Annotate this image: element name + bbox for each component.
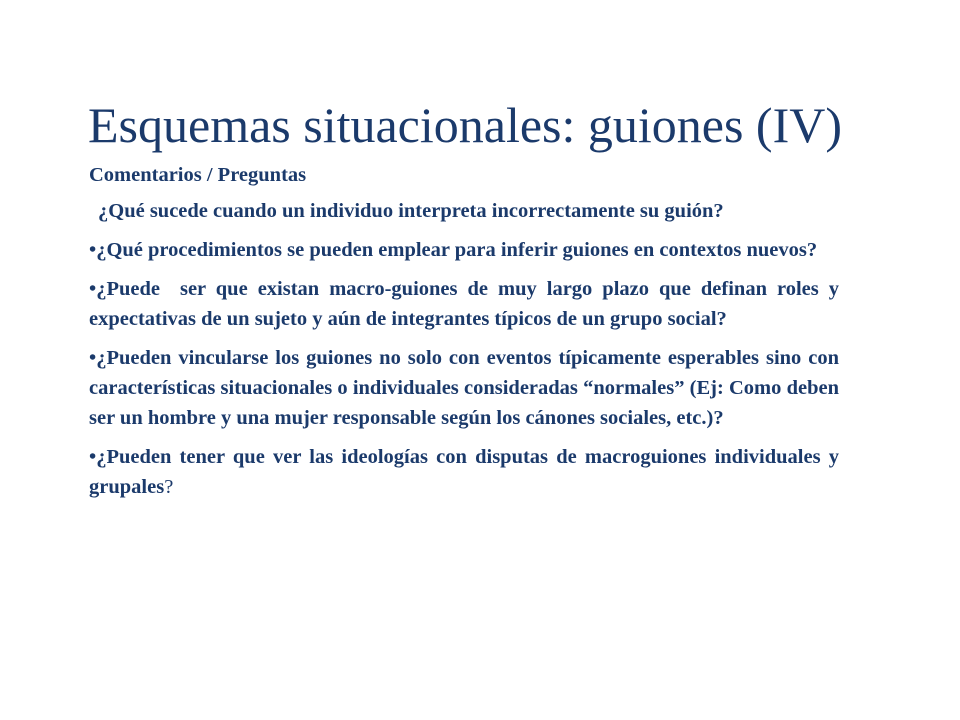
slide-content xyxy=(89,160,845,511)
question-item-2 xyxy=(89,235,839,265)
section-heading: Comentarios / Preguntas xyxy=(89,164,307,186)
question-text: ¿Qué procedimientos se pueden emplear para inferir guiones en contextos nuevos? xyxy=(96,239,818,261)
bullet: • xyxy=(89,278,97,300)
bullet: • xyxy=(89,239,97,261)
question-text: ¿Puede ser que existan macro-guiones de muy largo plazo que definan roles y expectativas de un sujeto y aún de integrantes típicos de un grupo social? xyxy=(89,278,845,330)
bullet: • xyxy=(89,446,97,468)
question-item-3 xyxy=(89,274,845,334)
bullet: • xyxy=(89,347,97,369)
question-item-1 xyxy=(89,196,839,226)
question-item-4 xyxy=(89,343,839,433)
question-item-5 xyxy=(89,442,839,502)
question-mark: ? xyxy=(164,476,174,498)
question-text: ¿Pueden tener que ver las ideologías con disputas de macroguiones individuales y grupales xyxy=(89,446,839,498)
question-text: ¿Pueden vincularse los guiones no solo con eventos típicamente esperables sino con características situacionales o individuales consideradas “normales” (Ej: Como deben ser un hombre y una mujer responsable según los cánones sociales, etc.)? xyxy=(89,347,839,429)
question-text: ¿Qué sucede cuando un individuo interpreta incorrectamente su guión? xyxy=(98,200,724,222)
slide-title: Esquemas situacionales: guiones (IV) xyxy=(88,97,842,153)
